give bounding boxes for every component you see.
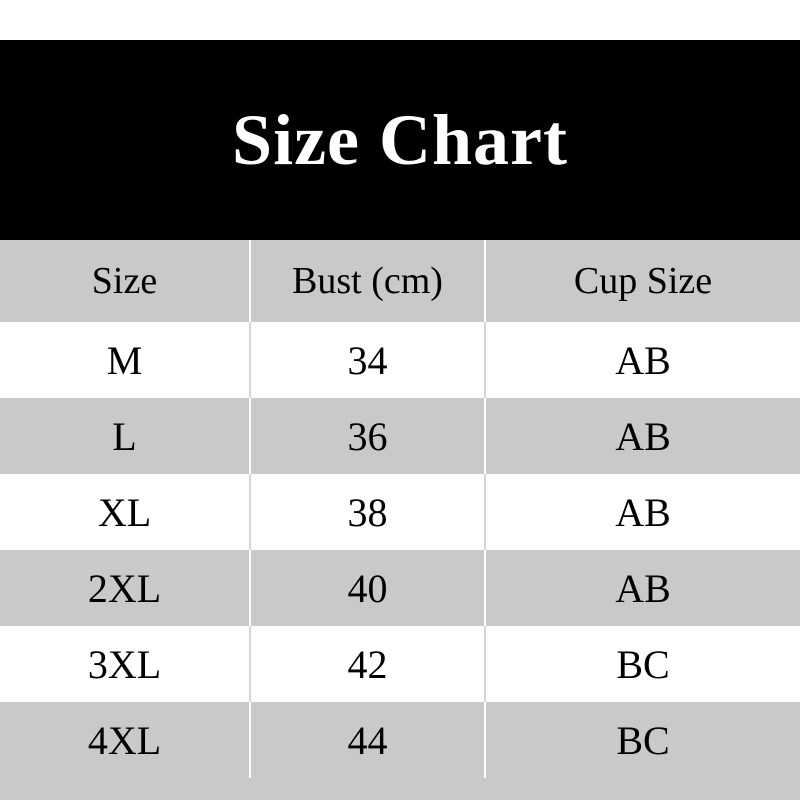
cell-bust: 34 <box>250 322 485 398</box>
table-row <box>0 474 800 550</box>
cell-bust: 40 <box>250 550 485 626</box>
top-margin <box>0 0 800 40</box>
table-header-row <box>0 240 800 322</box>
column-header-size: Size <box>0 240 250 322</box>
cell-size: XL <box>0 474 250 550</box>
page-title: Size Chart <box>232 100 568 180</box>
cell-size: 3XL <box>0 626 250 702</box>
cell-cup: AB <box>485 550 800 626</box>
cell-bust: 44 <box>250 702 485 778</box>
table-row <box>0 550 800 626</box>
cell-cup: BC <box>485 702 800 778</box>
cell-size: L <box>0 398 250 474</box>
cell-bust: 36 <box>250 398 485 474</box>
cell-bust: 38 <box>250 474 485 550</box>
table-row <box>0 398 800 474</box>
cell-cup: AB <box>485 398 800 474</box>
title-banner <box>0 40 800 240</box>
column-header-bust: Bust (cm) <box>250 240 485 322</box>
cell-cup: AB <box>485 322 800 398</box>
cell-size: 4XL <box>0 702 250 778</box>
cell-size: M <box>0 322 250 398</box>
table-row <box>0 626 800 702</box>
cell-bust: 42 <box>250 626 485 702</box>
size-chart-table <box>0 240 800 778</box>
column-header-cup-size: Cup Size <box>485 240 800 322</box>
table-row <box>0 322 800 398</box>
cell-cup: BC <box>485 626 800 702</box>
cell-size: 2XL <box>0 550 250 626</box>
table-row <box>0 702 800 778</box>
cell-cup: AB <box>485 474 800 550</box>
bottom-filler <box>0 778 800 800</box>
